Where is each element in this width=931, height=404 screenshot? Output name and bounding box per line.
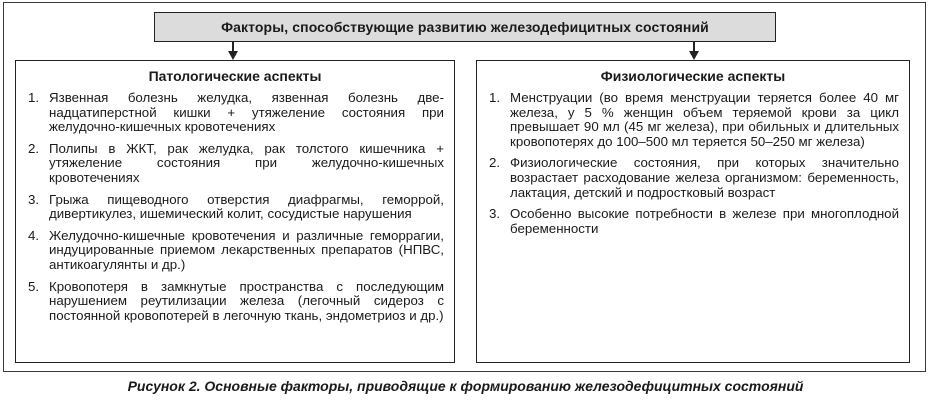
item-text: Грыжа пищеводного отверстия диафрагмы, геморрой, дивертикулез, ишемический колит, сосудистые нарушения [49,191,444,222]
physiological-list [487,91,899,236]
item-text: Менструации (во время менструации теряется более 40 мг железа, у 5 % женщин объем теряемой крови за цикл превышает 90 мл (45 мг железа), при обильных и длительных кровопотерях до 100–500 мл теряется 50–250 мг железа) [510,90,899,149]
item-number: 3. [489,206,501,222]
pathological-list [26,91,444,323]
list-item [26,91,444,135]
item-text: Полипы в ЖКТ, рак желудка, рак толстого кишечника + утяжеление состояния при желудочно-кишечных кровотечениях [49,140,444,185]
right-arrow-icon [689,51,699,60]
item-number: 1. [28,90,40,105]
item-text: Кровопотеря в замкнутые пространства с последующим нарушением реутилизации железа (легочный сидероз с постоянной кровопотерей в легочную ткань, эндометриоз и др.) [49,278,444,323]
item-number: 1. [489,90,501,105]
physiological-aspects-heading: Физиологические аспекты [600,68,786,84]
pathological-aspects-heading: Патологические аспекты [148,68,322,84]
left-arrow-icon [228,51,238,60]
item-number: 5. [28,278,40,294]
item-text: Желудочно-кишечные кровотечения и различные геморрагии, индуцированные приемом лекарственных препаратов (НПВС, антикоагулянты и др.) [49,227,444,272]
item-number: 2. [28,140,40,156]
list-item [26,229,444,273]
list-item [487,156,899,200]
diagram-title [154,12,776,42]
item-number: 2. [489,155,501,171]
physiological-aspects-box [476,60,910,363]
list-item [26,142,444,186]
diagram-title-text: Факторы, способствующие развитию железодефицитных состояний [221,19,709,35]
list-item [487,91,899,149]
pathological-aspects-box [15,60,455,363]
list-item [26,193,444,222]
list-item [487,207,899,236]
item-text: Физиологические состояния, при которых значительно возрастает расходование железа организмом: беременность, лактация, детский и подростковый возраст [510,155,899,200]
item-text: Особенно высокие потребности в железе при многоплодной беременности [510,206,899,236]
figure-caption: Рисунок 2. Основные факторы, приводящие к формированию железодефицитных состояний [127,378,804,394]
item-number: 3. [28,191,40,207]
list-item [26,280,444,324]
item-text: Язвенная болезнь желудка, язвенная болезнь двенадцатиперстной кишки + утяжеление состояния при желудочно-кишечных кровотечениях [49,90,444,135]
item-number: 4. [28,227,40,243]
